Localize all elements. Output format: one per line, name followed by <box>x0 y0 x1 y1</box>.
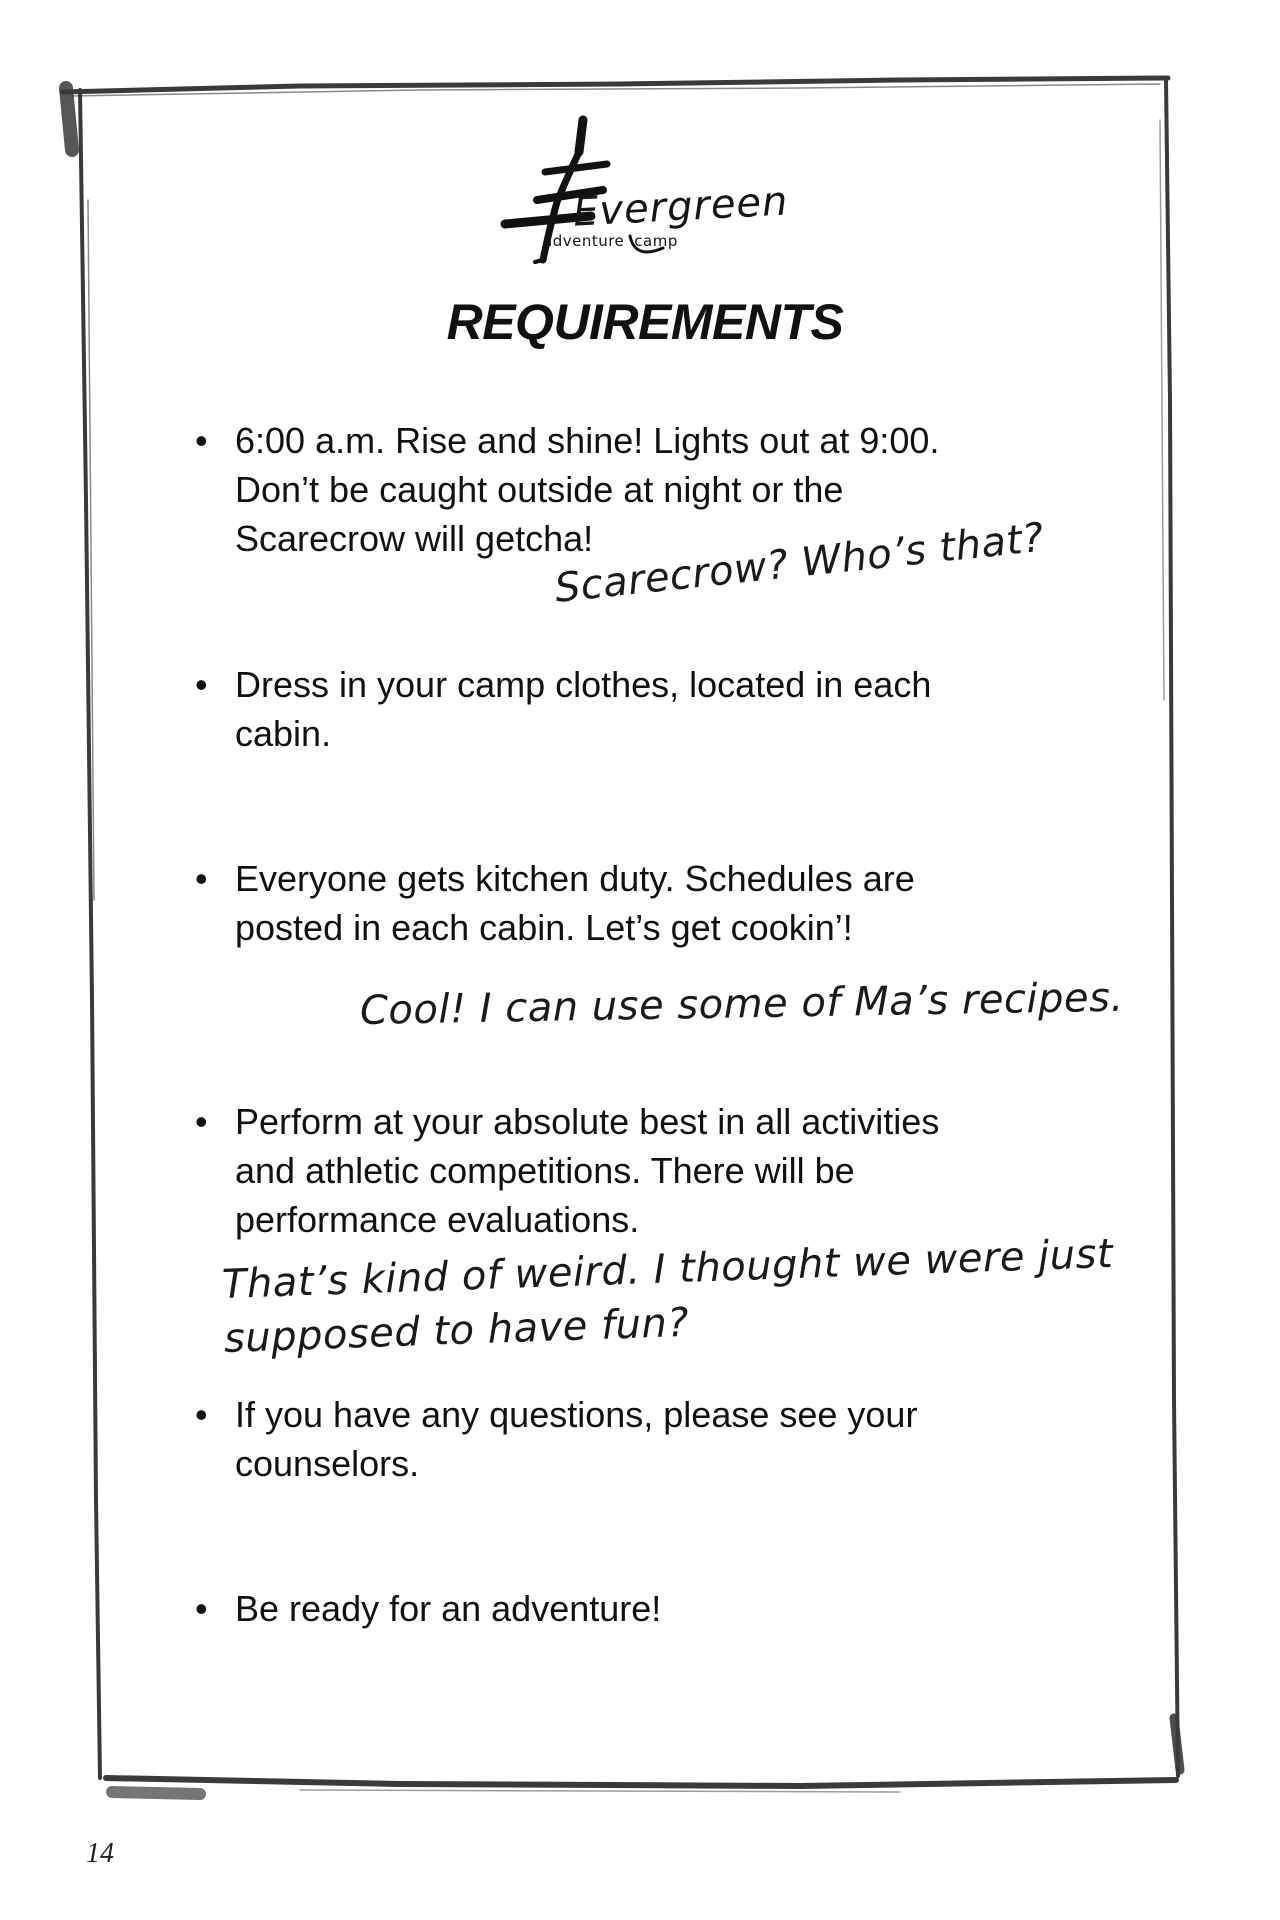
rule-item-questions <box>195 1390 1055 1488</box>
rule-line: counselors. <box>235 1443 420 1484</box>
rule-line: cabin. <box>235 713 332 754</box>
rule-item-performance <box>195 1097 1055 1244</box>
camp-logo <box>495 112 805 272</box>
rule-line: Perform at your absolute best in all activities <box>235 1101 940 1142</box>
rule-line: Be ready for an adventure! <box>235 1588 662 1629</box>
handwritten-note-scarecrow: Scarecrow? Who’s that? <box>552 514 1047 612</box>
rule-text <box>235 854 1055 952</box>
rule-text <box>235 1390 1055 1488</box>
logo-wordmark: Evergreen <box>571 178 790 236</box>
rule-line: Dress in your camp clothes, located in each <box>235 664 932 705</box>
rule-text <box>235 660 1055 758</box>
rule-line: 6:00 a.m. Rise and shine! Lights out at 9:00. <box>235 420 940 461</box>
page-title: REQUIREMENTS <box>446 294 844 350</box>
page-number: 14 <box>86 1838 114 1869</box>
bullet-icon: • <box>195 664 208 705</box>
rule-item-kitchen-duty <box>195 854 1055 952</box>
rule-line: posted in each cabin. Let’s get cookin’! <box>235 907 853 948</box>
rule-line: Don’t be caught outside at night or the <box>235 469 844 510</box>
rule-text <box>235 1584 1055 1633</box>
bullet-icon: • <box>195 420 208 461</box>
logo-tagline-right: camp <box>634 232 678 250</box>
handwritten-note-weird-line-2: supposed to have fun? <box>223 1299 690 1362</box>
rule-line: Scarecrow will getcha! <box>235 518 594 559</box>
rule-line: Everyone gets kitchen duty. Schedules are <box>235 858 915 899</box>
bullet-icon: • <box>195 1588 208 1629</box>
bullet-icon: • <box>195 1394 208 1435</box>
handwritten-note-recipes: Cool! I can use some of Ma’s recipes. <box>359 974 1125 1034</box>
bullet-icon: • <box>195 858 208 899</box>
rule-line: If you have any questions, please see your <box>235 1394 918 1435</box>
handwritten-note-weird-line-1: That’s kind of weird. I thought we were just <box>221 1230 1114 1308</box>
rule-item-clothes <box>195 660 1055 758</box>
logo-tagline-left: adventure <box>543 232 625 250</box>
rule-line: performance evaluations. <box>235 1199 640 1240</box>
rule-item-adventure <box>195 1584 1055 1633</box>
logo-tagline <box>543 232 688 250</box>
rule-line: and athletic competitions. There will be <box>235 1150 855 1191</box>
rule-text <box>235 1097 1055 1244</box>
bullet-icon: • <box>195 1101 208 1142</box>
